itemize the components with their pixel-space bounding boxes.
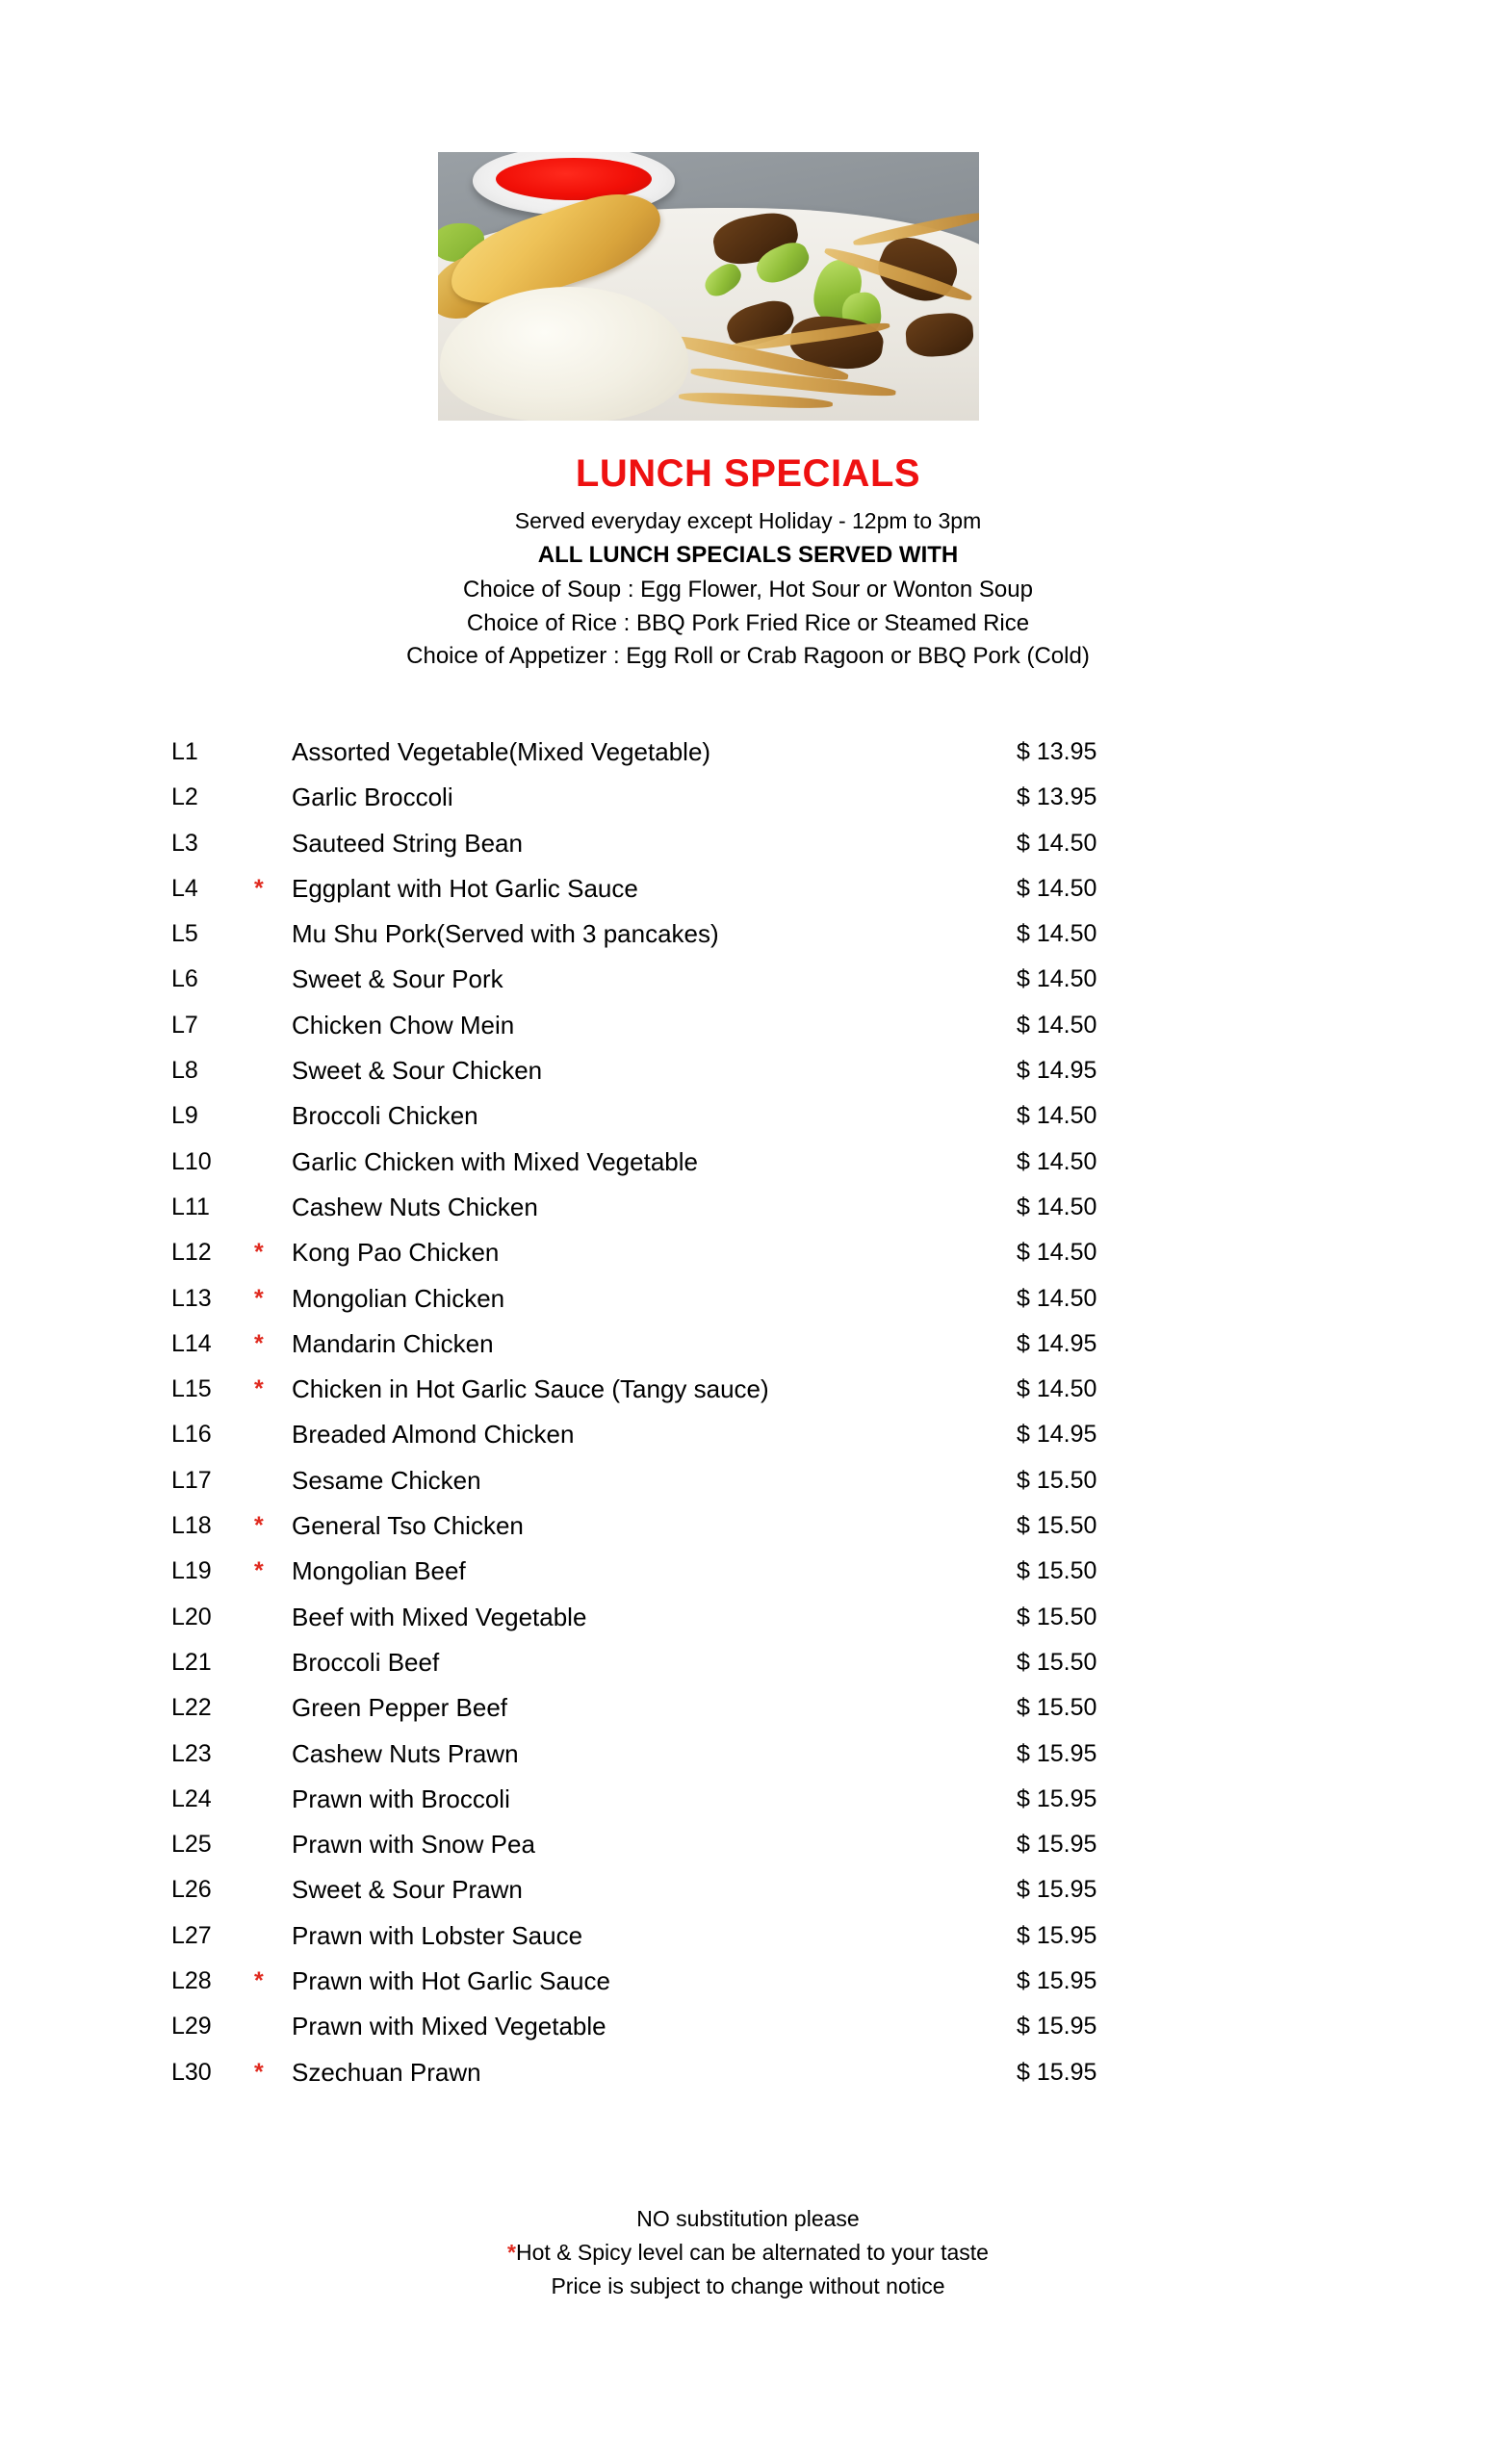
served-hours-note: Served everyday except Holiday - 12pm to 3pm <box>514 508 982 533</box>
item-name: Breaded Almond Chicken <box>292 1420 575 1450</box>
item-price: $ 15.50 <box>1017 1466 1097 1494</box>
spicy-star-icon: * <box>254 1375 264 1403</box>
item-price: $ 14.95 <box>1017 1057 1097 1085</box>
item-code: L6 <box>171 965 198 993</box>
item-name: Prawn with Hot Garlic Sauce <box>292 1966 610 1996</box>
spicy-star-icon: * <box>254 1284 264 1312</box>
item-price: $ 15.95 <box>1017 1876 1097 1904</box>
spicy-star-icon: * <box>507 2239 516 2265</box>
item-price: $ 14.50 <box>1017 874 1097 902</box>
item-code: L7 <box>171 1011 198 1039</box>
item-price: $ 14.50 <box>1017 965 1097 993</box>
item-price: $ 14.50 <box>1017 1375 1097 1403</box>
item-price: $ 15.50 <box>1017 1603 1097 1630</box>
menu-item-row <box>0 1412 1496 1457</box>
choice-of-appetizer: Choice of Appetizer : Egg Roll or Crab Ragoon or BBQ Pork (Cold) <box>406 642 1090 669</box>
menu-item-row <box>0 1640 1496 1685</box>
item-price: $ 15.95 <box>1017 1739 1097 1767</box>
item-name: Sauteed String Bean <box>292 828 523 858</box>
item-name: Garlic Broccoli <box>292 783 453 812</box>
spicy-star-icon: * <box>254 1512 264 1540</box>
item-name: Mongolian Beef <box>292 1556 466 1586</box>
item-name: Chicken in Hot Garlic Sauce (Tangy sauce) <box>292 1374 769 1404</box>
menu-item-row <box>0 1367 1496 1412</box>
item-name: Sweet & Sour Pork <box>292 964 503 994</box>
menu-item-row <box>0 1503 1496 1549</box>
item-price: $ 15.50 <box>1017 1557 1097 1585</box>
item-price: $ 14.95 <box>1017 1329 1097 1357</box>
item-price: $ 14.50 <box>1017 829 1097 857</box>
item-name: Prawn with Broccoli <box>292 1784 510 1813</box>
item-code: L17 <box>171 1466 212 1494</box>
item-price: $ 15.95 <box>1017 1967 1097 1995</box>
item-price: $ 14.50 <box>1017 1284 1097 1312</box>
menu-item-row <box>0 821 1496 866</box>
item-price: $ 13.95 <box>1017 738 1097 765</box>
item-code: L5 <box>171 920 198 948</box>
spicy-note-text: Hot & Spicy level can be alternated to your taste <box>516 2239 989 2265</box>
price-change-note: Price is subject to change without notice <box>551 2272 945 2298</box>
menu-item-row <box>0 1959 1496 2004</box>
item-name: Mandarin Chicken <box>292 1328 494 1358</box>
item-name: General Tso Chicken <box>292 1511 524 1541</box>
item-name: Prawn with Mixed Vegetable <box>292 2012 606 2041</box>
menu-item-row <box>0 1093 1496 1139</box>
item-code: L3 <box>171 829 198 857</box>
item-name: Green Pepper Beef <box>292 1693 508 1723</box>
item-price: $ 14.50 <box>1017 1147 1097 1175</box>
menu-item-row <box>0 1185 1496 1230</box>
item-price: $ 15.50 <box>1017 1512 1097 1540</box>
menu-item-row <box>0 2004 1496 2049</box>
menu-item-row <box>0 1732 1496 1777</box>
item-name: Sweet & Sour Prawn <box>292 1875 523 1905</box>
item-price: $ 15.95 <box>1017 1831 1097 1859</box>
choice-of-soup: Choice of Soup : Egg Flower, Hot Sour or Wonton Soup <box>463 577 1033 603</box>
spicy-star-icon: * <box>254 1239 264 1267</box>
menu-item-list <box>0 730 1496 2095</box>
item-code: L28 <box>171 1967 212 1995</box>
menu-item-row <box>0 1003 1496 1048</box>
item-name: Sweet & Sour Chicken <box>292 1056 543 1086</box>
item-name: Broccoli Beef <box>292 1647 440 1677</box>
all-served-with-heading: ALL LUNCH SPECIALS SERVED WITH <box>537 542 959 569</box>
item-price: $ 15.50 <box>1017 1694 1097 1722</box>
item-price: $ 14.50 <box>1017 920 1097 948</box>
item-code: L9 <box>171 1102 198 1130</box>
item-name: Beef with Mixed Vegetable <box>292 1602 587 1631</box>
spicy-level-note <box>0 2236 1496 2270</box>
item-code: L1 <box>171 738 198 765</box>
item-name: Chicken Chow Mein <box>292 1010 515 1040</box>
item-code: L18 <box>171 1512 212 1540</box>
menu-item-row <box>0 1230 1496 1275</box>
item-name: Broccoli Chicken <box>292 1101 478 1131</box>
item-code: L20 <box>171 1603 212 1630</box>
item-name: Assorted Vegetable(Mixed Vegetable) <box>292 737 711 766</box>
menu-item-row <box>0 1867 1496 1912</box>
item-code: L27 <box>171 1921 212 1949</box>
menu-item-row <box>0 730 1496 775</box>
item-code: L30 <box>171 2058 212 2086</box>
item-code: L24 <box>171 1784 212 1812</box>
item-price: $ 15.50 <box>1017 1648 1097 1676</box>
item-name: Mongolian Chicken <box>292 1283 505 1313</box>
spicy-star-icon: * <box>254 1557 264 1585</box>
menu-item-row <box>0 1458 1496 1503</box>
spicy-star-icon: * <box>254 2058 264 2086</box>
item-price: $ 14.50 <box>1017 1102 1097 1130</box>
menu-item-row <box>0 1685 1496 1731</box>
menu-item-row <box>0 1913 1496 1959</box>
item-code: L21 <box>171 1648 212 1676</box>
item-price: $ 14.50 <box>1017 1193 1097 1220</box>
menu-item-row <box>0 911 1496 957</box>
menu-item-row <box>0 1777 1496 1822</box>
item-name: Szechuan Prawn <box>292 2057 481 2087</box>
item-code: L2 <box>171 783 198 811</box>
menu-item-row <box>0 1595 1496 1640</box>
item-name: Cashew Nuts Chicken <box>292 1192 538 1221</box>
no-substitution-note: NO substitution please <box>636 2206 860 2231</box>
item-price: $ 15.95 <box>1017 1921 1097 1949</box>
item-code: L11 <box>171 1193 210 1220</box>
item-code: L26 <box>171 1876 212 1904</box>
menu-item-row <box>0 1822 1496 1867</box>
menu-item-row <box>0 1549 1496 1594</box>
menu-item-row <box>0 957 1496 1002</box>
spicy-star-icon: * <box>254 874 264 902</box>
item-name: Mu Shu Pork(Served with 3 pancakes) <box>292 919 719 949</box>
item-name: Garlic Chicken with Mixed Vegetable <box>292 1146 698 1176</box>
page-title: LUNCH SPECIALS <box>575 452 921 495</box>
menu-item-row <box>0 866 1496 911</box>
item-code: L23 <box>171 1739 212 1767</box>
menu-footer <box>0 2202 1496 2303</box>
menu-header <box>0 452 1496 673</box>
lunch-special-photo <box>438 152 979 421</box>
item-price: $ 14.95 <box>1017 1421 1097 1449</box>
item-code: L12 <box>171 1239 212 1267</box>
item-name: Eggplant with Hot Garlic Sauce <box>292 873 638 903</box>
item-price: $ 13.95 <box>1017 783 1097 811</box>
item-price: $ 15.95 <box>1017 2058 1097 2086</box>
item-code: L29 <box>171 2013 212 2040</box>
menu-item-row <box>0 1048 1496 1093</box>
item-code: L14 <box>171 1329 212 1357</box>
menu-item-row <box>0 1140 1496 1185</box>
item-name: Prawn with Snow Pea <box>292 1830 535 1860</box>
spicy-star-icon: * <box>254 1967 264 1995</box>
item-code: L16 <box>171 1421 212 1449</box>
item-price: $ 15.95 <box>1017 2013 1097 2040</box>
item-name: Kong Pao Chicken <box>292 1238 500 1268</box>
item-code: L19 <box>171 1557 212 1585</box>
menu-item-row <box>0 1276 1496 1322</box>
menu-item-row <box>0 2050 1496 2095</box>
spicy-star-icon: * <box>254 1329 264 1357</box>
item-code: L8 <box>171 1057 198 1085</box>
item-code: L10 <box>171 1147 212 1175</box>
item-price: $ 14.50 <box>1017 1011 1097 1039</box>
item-name: Sesame Chicken <box>292 1465 481 1495</box>
item-code: L25 <box>171 1831 212 1859</box>
menu-item-row <box>0 1322 1496 1367</box>
item-code: L15 <box>171 1375 212 1403</box>
item-price: $ 15.95 <box>1017 1784 1097 1812</box>
item-code: L13 <box>171 1284 212 1312</box>
item-price: $ 14.50 <box>1017 1239 1097 1267</box>
menu-item-row <box>0 775 1496 820</box>
item-code: L4 <box>171 874 198 902</box>
choice-of-rice: Choice of Rice : BBQ Pork Fried Rice or Steamed Rice <box>466 609 1030 636</box>
item-code: L22 <box>171 1694 212 1722</box>
item-name: Prawn with Lobster Sauce <box>292 1920 583 1950</box>
item-name: Cashew Nuts Prawn <box>292 1738 519 1768</box>
